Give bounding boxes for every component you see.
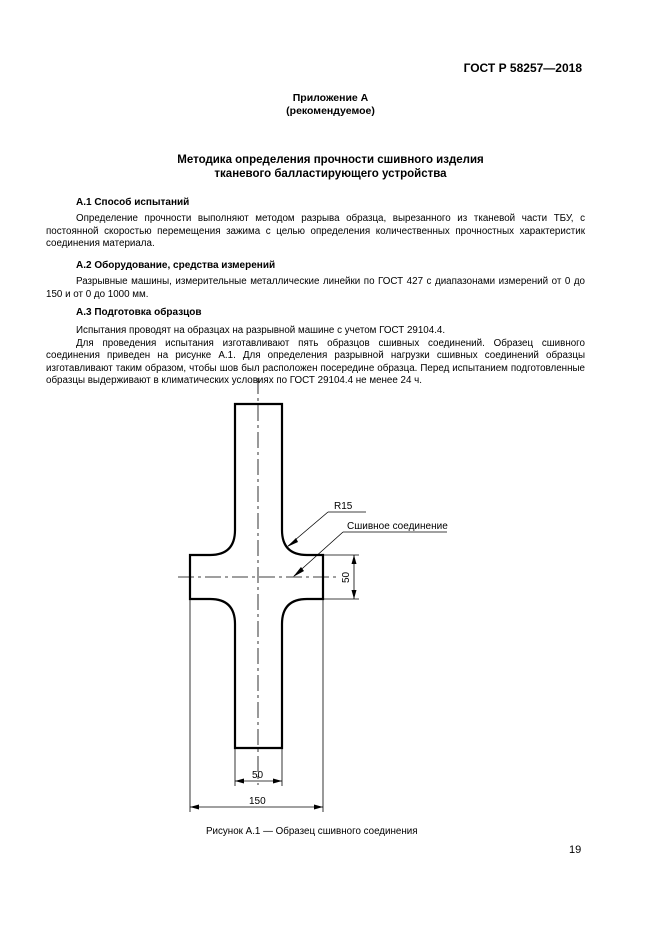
dim-height-arrow-bottom: [352, 590, 357, 599]
radius-arrowhead: [287, 538, 298, 547]
section-a3-heading: А.3 Подготовка образцов: [76, 307, 202, 318]
dim-total-arrow-left: [190, 805, 199, 810]
section-a1-text: Определение прочности выполняют методом разрыва образца, вырезанного из тканевой части ТБУ, с постоянной скоростью перемещения зажима с целью определения количественных прочностных характеристик соединения материала.: [46, 213, 585, 249]
dim-strip-label: 50: [252, 770, 264, 781]
section-a2-text: Разрывные машины, измерительные металлические линейки по ГОСТ 427 с диапазонами измерений от 0 до 150 и от 0 до 1000 мм.: [46, 276, 585, 300]
section-a2-heading: А.2 Оборудование, средства измерений: [76, 260, 276, 271]
document-title-line-1: Методика определения прочности сшивного изделия: [177, 154, 484, 166]
annex-title: Приложение А: [292, 92, 369, 104]
section-a1-heading: А.1 Способ испытаний: [76, 197, 190, 208]
section-a3-text-1: Испытания проводят на образцах на разрывной машине с учетом ГОСТ 29104.4.: [76, 325, 446, 336]
dim-strip-arrow-left: [235, 779, 244, 784]
dim-total-label: 150: [249, 796, 266, 807]
dim-strip-arrow-right: [273, 779, 282, 784]
annex-subtitle: (рекомендуемое): [286, 105, 375, 117]
figure-caption: Рисунок А.1 — Образец сшивного соединения: [206, 826, 418, 837]
dim-height-arrow-top: [352, 555, 357, 564]
radius-label: R15: [334, 501, 353, 512]
section-a3-text-2: Для проведения испытания изготавливают пять образцов сшивных соединений. Образец сшивного соединения приведен на рисунке А.1. Для определения разрывной нагрузки сшивных соединений образцы изготавливают таким образом, чтобы шов был расположен посередине образца. Перед испытанием подготовленные образцы выдерживают в климатических условиях по ГОСТ 29104.4 не менее 24 ч.: [46, 337, 585, 386]
document-code: ГОСТ Р 58257—2018: [463, 61, 582, 75]
page-number: 19: [569, 844, 582, 856]
dim-total-arrow-right: [314, 805, 323, 810]
dim-height-label: 50: [341, 571, 352, 583]
document-title-line-2: тканевого балластирующего устройства: [214, 168, 447, 180]
specimen-outline: [190, 404, 323, 748]
seam-label: Сшивное соединение: [347, 521, 448, 532]
